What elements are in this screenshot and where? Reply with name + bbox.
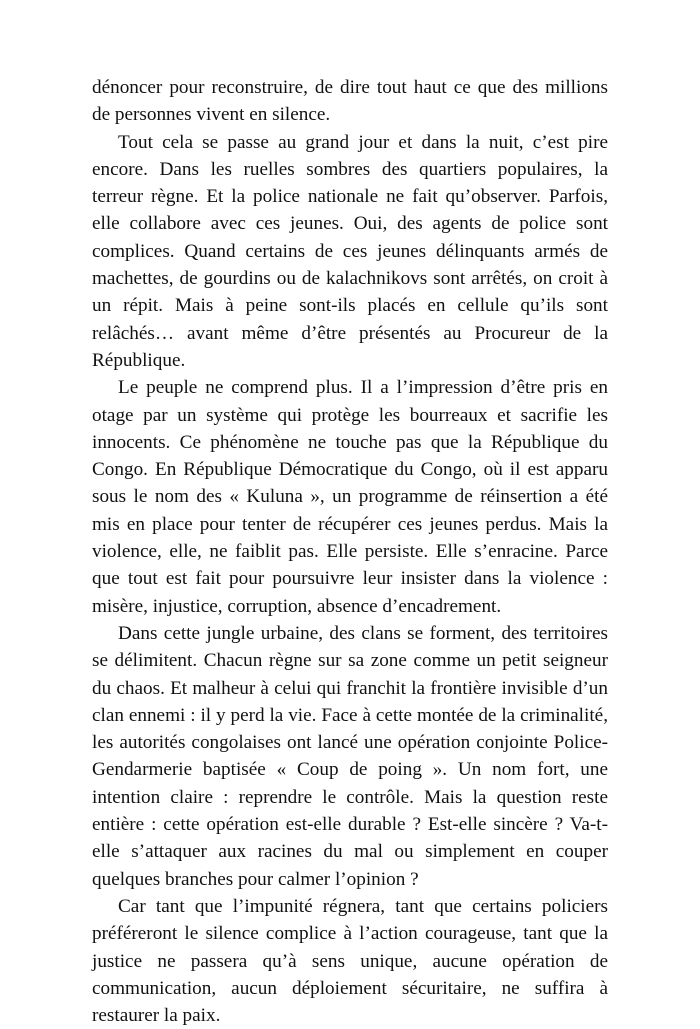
paragraph-police-complicity: Tout cela se passe au grand jour et dans la nuit, c’est pire encore. Dans les ruelles sombres des quartiers populaires, la terreur règne. Et la police nationale ne fait qu’observer. Parfois, elle collabore avec ces jeunes. Oui, des agents de police sont complices. Quand certains de ces jeunes délinquants armés de machettes, de gourdins ou de kalachnikovs sont arrêtés, on croit à un répit. Mais à peine sont-ils placés en cellule qu’ils sont relâchés… avant même d’être présentés au Procureur de la République. — [92, 131, 608, 371]
paragraph-continued: dénoncer pour reconstruire, de dire tout haut ce que des millions de personnes vivent en silence. — [92, 77, 608, 126]
document-page — [92, 74, 608, 1029]
paragraph-kuluna: Le peuple ne comprend plus. Il a l’impression d’être pris en otage par un système qui protège les bourreaux et sacrifie les innocents. Ce phénomène ne touche pas que la République du Congo. En République Démocratique du Congo, où il est apparu sous le nom des « Kuluna », un programme de réinsertion a été mis en place pour tenter de récupérer ces jeunes perdus. Mais la violence, elle, ne faiblit pas. Elle persiste. Elle s’enracine. Parce que tout est fait pour poursuivre leur insister dans la violence : misère, injustice, corruption, absence d’encadrement. — [92, 377, 608, 617]
paragraph-coup-de-poing: Dans cette jungle urbaine, des clans se forment, des territoires se délimitent. Chacun règne sur sa zone comme un petit seigneur du chaos. Et malheur à celui qui franchit la frontière invisible d’un clan ennemi : il y perd la vie. Face à cette montée de la criminalité, les autorités congolaises ont lancé une opération conjointe Police-Gendarmerie baptisée « Coup de poing ». Un nom fort, une intention claire : reprendre le contrôle. Mais la question reste entière : cette opération est-elle durable ? Est-elle sincère ? Va-t-elle s’attaquer aux racines du mal ou simplement en couper quelques branches pour calmer l’opinion ? — [92, 622, 608, 890]
paragraph-conclusion: Car tant que l’impunité régnera, tant que certains policiers préféreront le silence complice à l’action courageuse, tant que la justice ne passera qu’à sens unique, aucune opération de communication, aucun déploiement sécuritaire, ne suffira à restaurer la paix. — [92, 895, 608, 1027]
